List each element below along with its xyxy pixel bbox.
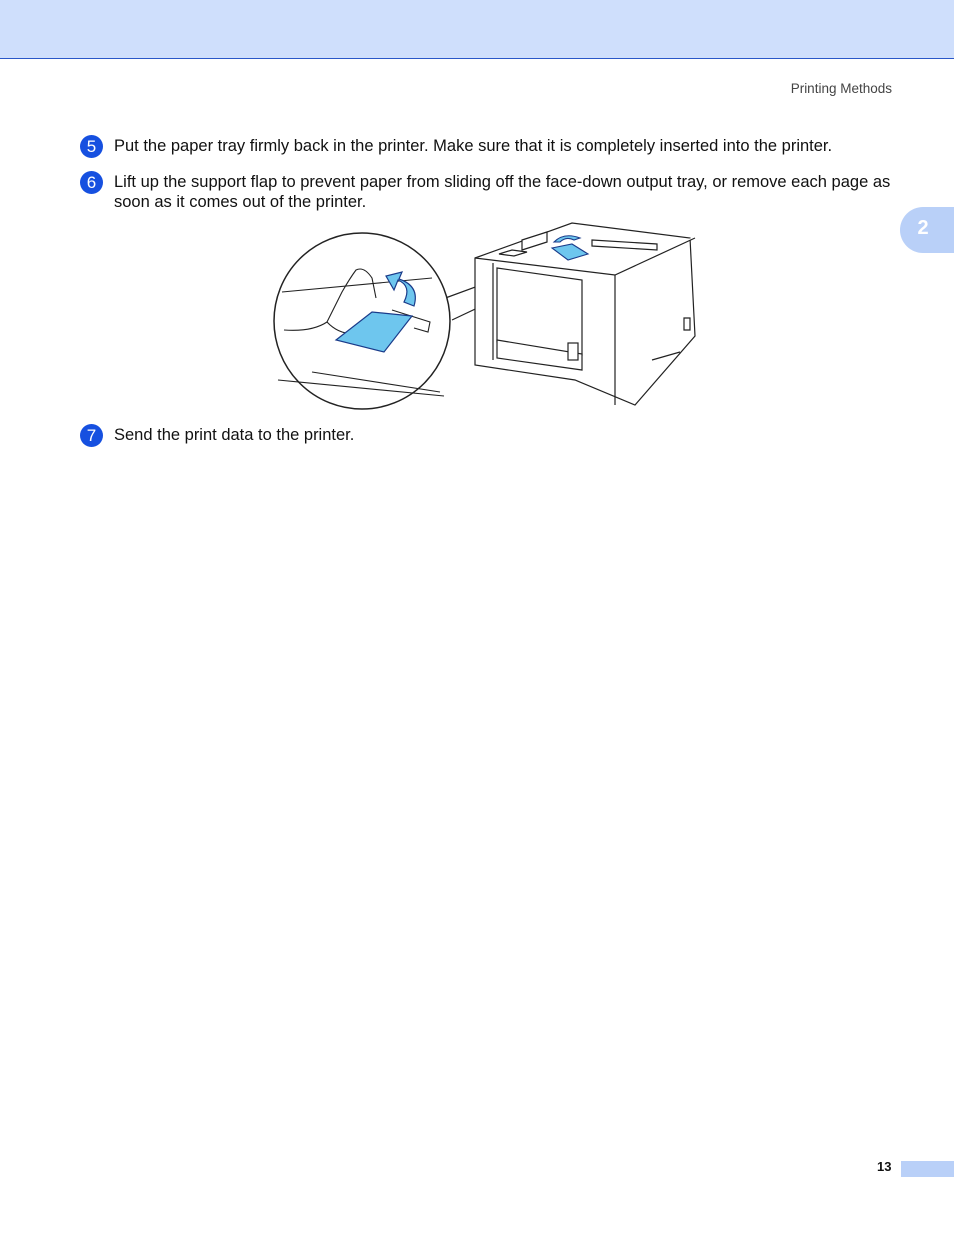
running-head: Printing Methods bbox=[790, 81, 892, 96]
printer-icon bbox=[475, 223, 695, 405]
step-number-badge: 7 bbox=[80, 424, 103, 447]
chapter-tab-label: 2 bbox=[917, 217, 929, 239]
printer-support-flap-illustration bbox=[272, 220, 702, 412]
footer-tab bbox=[901, 1161, 954, 1177]
header-band bbox=[0, 0, 954, 59]
step-text: Lift up the support flap to prevent paper from sliding off the face-down output tray, or remove each page as soon as it comes out of the printer. bbox=[114, 173, 891, 211]
step-number-badge: 6 bbox=[80, 171, 103, 194]
page-number: 13 bbox=[877, 1159, 892, 1174]
step-number-badge: 5 bbox=[80, 135, 103, 158]
step-text: Put the paper tray firmly back in the printer. Make sure that it is completely inserted into the printer. bbox=[114, 137, 833, 155]
chapter-tab bbox=[900, 207, 954, 253]
step-text: Send the print data to the printer. bbox=[114, 426, 355, 444]
zoom-detail-circle bbox=[274, 233, 450, 409]
